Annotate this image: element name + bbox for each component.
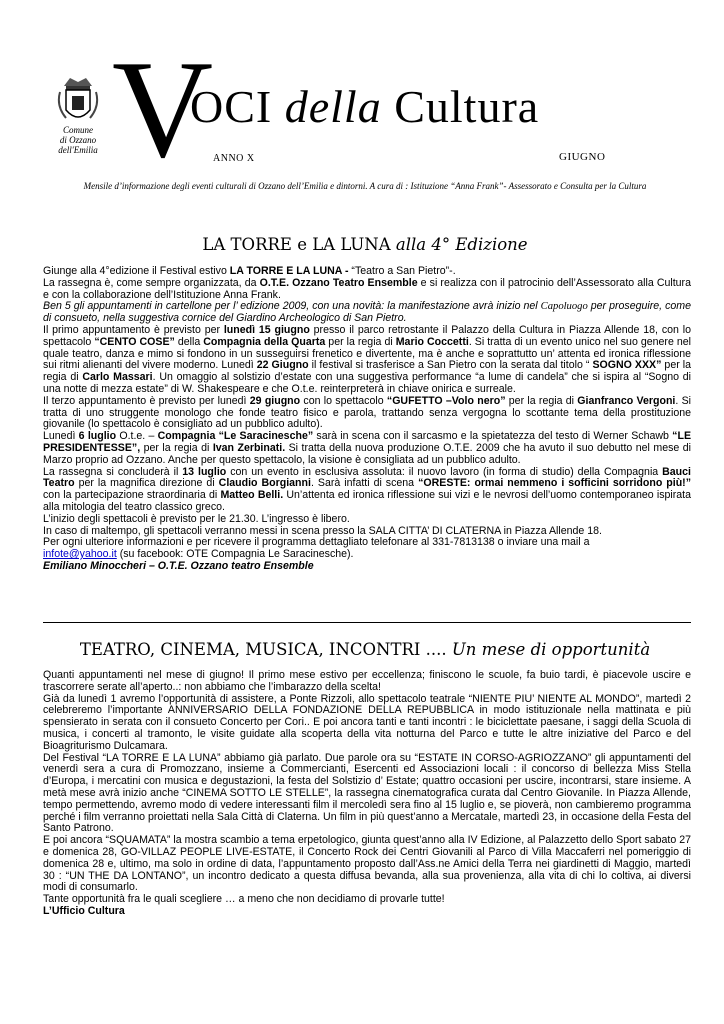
masthead-big-v: V xyxy=(112,32,214,187)
signature-text: Emiliano Minoccheri – O.T.E. Ozzano teatro Ensemble xyxy=(43,559,314,572)
article-1-heading-italic: alla 4° Edizione xyxy=(395,235,528,254)
bold-run: Carlo Massari xyxy=(82,371,153,384)
signature-text: L’Ufficio Cultura xyxy=(43,904,125,917)
bold-run: SOGNO XXX” xyxy=(592,359,662,372)
capoluogo-word: Capoluogo xyxy=(540,301,588,313)
text-run: Un’attenta ed ironica riflessione sui vizi e le nevrosi dell’uomo contemporaneo ispirata alla mitologia del teatro classico greco. xyxy=(43,489,691,513)
email-link[interactable]: infote@yahoo.it xyxy=(43,548,117,561)
text-run: . Si tratta di un evento unico nel suo genere nel quale teatro, danza e mimo si fondono in un susseguirsi frenetico e divertente, ma è anche e soprattutto un’ attenta ed ironica riflessione sui ritmi alienanti del vivere moderno. Lunedì xyxy=(43,335,691,372)
section-divider xyxy=(43,622,691,623)
bold-run: Gianfranco Vergoni xyxy=(577,394,676,407)
bold-run: Claudio Borgianni xyxy=(218,477,311,490)
bold-run: Mario Coccetti xyxy=(395,335,469,348)
masthead-title xyxy=(190,82,539,132)
comune-line-2: di Ozzano xyxy=(59,135,97,145)
article-2-heading-main: TEATRO, CINEMA, MUSICA, INCONTRI .... xyxy=(79,640,447,659)
article-1-paragraph xyxy=(43,431,691,466)
text-run: (su facebook: OTE Compagnia Le Saracinesche). xyxy=(116,548,354,561)
text-run: presso il parco retrostante il Palazzo della Cultura in Piazza Allende 18, con lo spettacolo xyxy=(43,323,691,348)
article-1-body xyxy=(43,266,691,573)
bold-run: Bauci Teatro xyxy=(43,465,691,490)
text-run: per la regia di xyxy=(325,335,396,348)
text-run: della xyxy=(174,335,204,348)
bold-run: Ivan Zerbinati. xyxy=(212,441,286,454)
article-2-paragraph: Quanti appuntamenti nel mese di giugno! Il primo mese estivo per eccellenza; finiscono le scuole, fa buio tardi, è piacevole uscire e trascorrere serate all’aperto..: non abbiamo che l’imbarazzo della scelta! xyxy=(43,669,691,693)
masthead-title-oci: OCI xyxy=(190,81,273,132)
bold-run: 29 giugno xyxy=(249,394,301,407)
article-2-body xyxy=(43,670,691,918)
article-2-heading-italic: Un mese di opportunità xyxy=(451,640,651,659)
text-run: Si tratta della nuova produzione O.T.E. 2009 che ha avuto il suo debutto nel mese di Marzo proprio ad Ozzano. Anche per questo spettacolo, la visione è consigliata ad un pubblico adulto. xyxy=(43,441,691,466)
text-run: per la magnifica direzione di xyxy=(74,477,219,490)
article-2-heading xyxy=(40,640,690,660)
text-run: O.t.e. – xyxy=(116,430,158,443)
masthead-title-cultura: Cultura xyxy=(394,81,540,132)
text-run: con un evento in esclusiva assoluta: il nuovo lavoro (in forma di studio) della Compagnia xyxy=(226,465,663,478)
article-1-paragraph xyxy=(43,325,691,396)
issue-month: GIUGNO xyxy=(559,151,606,163)
comune-crest-logo xyxy=(56,72,100,128)
text-run: Giunge alla 4°edizione il Festival estivo xyxy=(43,265,230,277)
bold-run: O.T.E. Ozzano Teatro Ensemble xyxy=(259,276,418,289)
text-run: sarà in scena con il sarcasmo e la spietatezza del testo di Werner Schawb xyxy=(313,430,673,443)
article-2-paragraph: Già da lunedì 1 avremo l’opportunità di assistere, a Ponte Rizzoli, allo spettacolo teatrale “NIENTE PIU’ NIENTE AL MONDO”, martedì 2 celebreremo l’importante ANNIVERSARIO DELLA FONDAZIONE DELLA REPUBBLICA in modo istituzionale nella mattinata e più spensierato in serata con il consueto Concerto per Cori.. E poi ancora tanti e tanti incontri : le biciclettate paesane, i saggi della Scuola di musica, i concerti al tramonto, le visite guidate alla scoperta della vita notturna del Parco e tutte le altre iniziative del Parco e del Bioagriturismo Dulcamara. xyxy=(43,692,691,752)
article-2-signature xyxy=(43,906,691,918)
text-run: Lunedì xyxy=(43,430,79,443)
text-run: il festival si trasferisce a San Pietro con la serata dal titolo “ xyxy=(308,359,593,372)
text-run: Il terzo appuntamento è previsto per lunedì xyxy=(43,394,250,407)
bold-run: “LE PRESIDENTESSE”, xyxy=(43,430,692,454)
article-1-paragraph xyxy=(43,396,691,431)
text-run: per la regia di xyxy=(140,441,213,454)
article-1-paragraph xyxy=(43,278,691,302)
masthead-title-della: della xyxy=(284,81,382,132)
text-run: e si realizza con il patrocinio dell’Assessorato alla Cultura e con la collaborazione dell’Istituzione Anna Frank. xyxy=(43,276,691,301)
text-run: per la regia di xyxy=(505,394,578,407)
article-1-paragraph xyxy=(43,467,691,514)
article-1-paragraph-italic xyxy=(43,301,691,325)
bold-run: LA TORRE E LA LUNA - xyxy=(229,265,349,277)
text-run: Ben 5 gli appuntamenti in cartellone per l’ edizione 2009, con una novità: la manifestazione avrà inizio nel xyxy=(43,300,541,313)
text-run: per proseguire, come di consueto, nella suggestiva cornice del Giardino Archeologico di San Pietro. xyxy=(43,300,691,325)
bold-run: lunedì 15 giugno xyxy=(223,323,310,336)
text-run: con lo spettacolo xyxy=(300,394,387,407)
bold-run: Matteo Belli. xyxy=(220,489,284,502)
article-2-paragraph: Tante opportunità fra le quali scegliere … a meno che non decidiamo di provarle tutte! xyxy=(43,893,445,906)
article-2-paragraph: Del Festival “LA TORRE E LA LUNA” abbiamo già parlato. Due parole ora su “ESTATE IN CORSO-AGRIOZZANO” gli appuntamenti del venerdì sera a cura di Promozzano, insieme a Commercianti, Esercenti ed Associazioni locali : il concorso di bellezza Miss Stella d’Europa, i mercatini con musica e degustazioni, la festa del Solstizio d’ Estate; quattro occasioni per uscire, incontrarsi, stare insieme. A metà mese avrà inizio anche “CINEMA SOTTO LE STELLE”, la rassegna cinematografica curata dal Centro Giovanile. In Piazza Allende, tempo permettendo, avremo modo di vedere interessanti film il mercoledì sera fino al 15 luglio e, se pioverà, non cambieremo programma perché i film verranno proiettati nella Sala Città di Claterna. Un film in più quest’anno a Mercatale, martedì 23, in occasione della Festa del Santo Patrono. xyxy=(43,751,691,835)
bold-run: Compagnia “Le Saracinesche” xyxy=(157,430,314,443)
issue-year: ANNO X xyxy=(213,153,255,164)
comune-label xyxy=(50,125,106,155)
bold-run: “ORESTE: ormai nemmeno i sofficini sorridono più!” xyxy=(418,477,691,490)
article-1-signature xyxy=(43,561,691,573)
text-run: . Un omaggio al solstizio d’estate con una suggestiva performance “a lume di candela” che si ispira al “Sogno di una notte di mezza estate” di W. Shakespeare e che O.t.e. reinterpreterà in chiave onirica e surreale. xyxy=(43,371,691,395)
article-1-heading xyxy=(40,235,690,255)
text-run: . Si tratta di uno struggente monologo che fonde teatro fisico e parola, trattando senza vergogna lo scottante tema della prostituzione giovanile (lo spettacolo è consigliato ad un pubblico adulto). xyxy=(43,394,692,431)
bold-run: 13 luglio xyxy=(182,465,227,478)
article-1-paragraph: In caso di maltempo, gli spettacoli verranno messi in scena presso la SALA CITTA’ DI CLATERNA in Piazza Allende 18. xyxy=(43,524,602,537)
article-1-heading-main: LA TORRE e LA LUNA xyxy=(202,235,391,254)
text-run: Il primo appuntamento è previsto per xyxy=(43,323,224,336)
bold-run: 22 Giugno xyxy=(256,359,309,372)
article-2-paragraph: E poi ancora “SQUAMATA” la mostra scambio a tema erpetologico, giunta quest’anno alla IV Edizione, al Palazzetto dello Sport sabato 27 e domenica 28, GO-VILLAZ PEOPLE LIVE-ESTATE, il Concerto Rock dei Centri Giovanili al Parco di Villa Maccaferri nel pomeriggio di domenica 28 e, ultimo, ma solo in ordine di data, l’appuntamento proposto dall’Ass.ne Amici della Terra nei giardinetti di Maggio, martedì 30 : “UN THE DA LONTANO”, un incontro dedicato a questa diffusa bevanda, alla sua provenienza, alla vita di chi lo coltiva, ai diversi modi di consumarlo. xyxy=(43,834,691,894)
text-run: per la regia di xyxy=(43,359,692,384)
masthead-subtitle: Mensile d’informazione degli eventi culturali di Ozzano dell’Emilia e dintorni. A cura di : Istituzione “Anna Frank”- Assessorato e Consulta per la Cultura xyxy=(83,181,647,191)
comune-line-3: dell'Emilia xyxy=(58,145,98,155)
text-run: . Sarà infatti di scena xyxy=(310,477,419,490)
bold-run: Compagnia della Quarta xyxy=(203,335,326,348)
bold-run: “CENTO COSE” xyxy=(94,335,175,348)
text-run: con la partecipazione straordinaria di xyxy=(43,489,221,502)
text-run: La rassegna si concluderà il xyxy=(43,465,183,478)
bold-run: “GUFETTO –Volo nero” xyxy=(386,394,506,407)
bold-run: 6 luglio xyxy=(78,430,117,443)
article-1-paragraph: Per ogni ulteriore informazioni e per ricevere il programma dettagliato telefonare al 331-7813138 o inviare una mail a xyxy=(43,536,590,549)
article-1-paragraph: L’inizio degli spettacoli è previsto per le 21.30. L’ingresso è libero. xyxy=(43,512,350,525)
comune-line-1: Comune xyxy=(63,125,93,135)
text-run: La rassegna è, come sempre organizzata, da xyxy=(43,276,260,289)
text-run: “Teatro a San Pietro”-. xyxy=(348,265,456,277)
